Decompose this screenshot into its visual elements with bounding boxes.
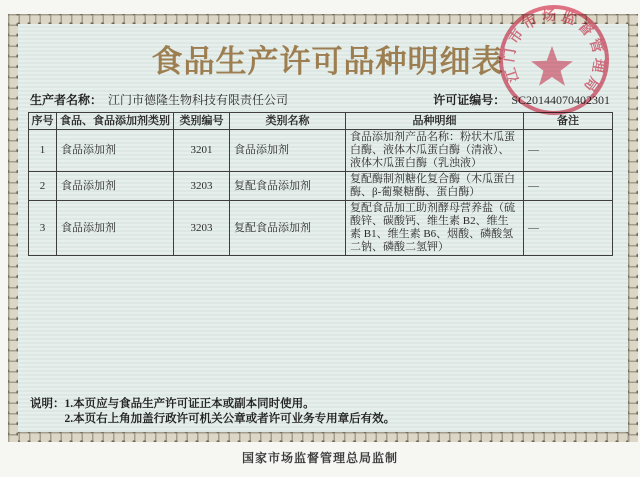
license-detail-table [28,112,613,256]
producer-value: 江门市德隆生物科技有限责任公司 [108,93,289,107]
page-title: 食品生产许可品种明细表 [151,44,504,79]
note-line: 1.本页应与食品生产许可证正本或副本同时使用。 [64,398,315,410]
col-header-remark: 备注 [524,113,613,130]
official-seal [492,0,616,122]
notes-lines [65,397,396,427]
cell-category: 食品添加剂 [57,172,174,201]
cell-seq: 2 [29,172,57,201]
notes-section [30,397,590,427]
cell-category: 食品添加剂 [57,130,174,172]
seal-star-icon [531,46,573,86]
cell-detail: 食品添加剂产品名称：粉状木瓜蛋白酶、液体木瓜蛋白酶（清液）、液体木瓜蛋白酶（乳浊液） [346,130,524,172]
cell-remark: — [524,172,613,201]
cell-name: 复配食品添加剂 [230,172,346,201]
decorative-border-bottom [8,432,638,442]
footer-issuer: 国家市场监督管理总局监制 [241,451,398,465]
license-number-value: SC20144070402301 [511,93,610,107]
license-number-label: 许可证编号： [433,93,506,107]
notes-label: 说明： [30,398,65,410]
cell-detail: 复配酶制剂糖化复合酶（木瓜蛋白酶、β-葡聚糖酶、蛋白酶） [346,172,524,201]
col-header-seq: 序号 [29,113,57,130]
table-row [29,201,613,256]
cell-remark: — [524,130,613,172]
cell-name: 食品添加剂 [230,130,346,172]
cell-name: 复配食品添加剂 [230,201,346,256]
producer-field [30,91,288,108]
table-row [29,172,613,201]
cell-code: 3201 [174,130,230,172]
cell-category: 食品添加剂 [57,201,174,256]
cell-detail: 复配食品加工助剂酵母营养盐（硫酸锌、碳酸钙、维生素 B2、维生素 B1、维生素 B6、烟酸、磷酸氢二钠、磷酸二氢钾） [346,201,524,256]
cell-code: 3203 [174,172,230,201]
col-header-code: 类别编号 [174,113,230,130]
cell-seq: 3 [29,201,57,256]
producer-label: 生产者名称： [30,93,103,107]
note-line: 2.本页右上角加盖行政许可机关公章或者许可业务专用章后有效。 [64,413,396,425]
cell-code: 3203 [174,201,230,256]
cell-seq: 1 [29,130,57,172]
cell-remark: — [524,201,613,256]
table-row [29,130,613,172]
col-header-name: 类别名称 [230,113,346,130]
col-header-category: 食品、食品添加剂类别 [57,113,174,130]
seal-text: 江门市市场监督管理局 [502,8,606,97]
col-header-detail: 品种明细 [346,113,524,130]
